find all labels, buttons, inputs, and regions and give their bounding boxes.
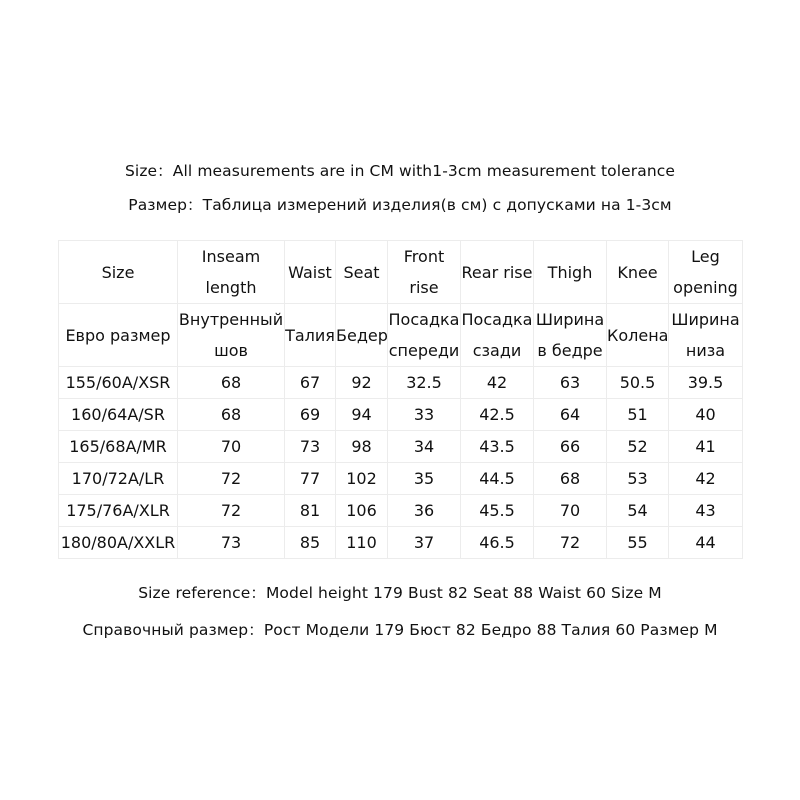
header-cell (534, 304, 607, 367)
measurement-cell: 40 (669, 399, 743, 431)
header-cell-text: Евро размер (65, 325, 171, 345)
measurement-cell: 43.5 (461, 431, 534, 463)
measurement-cell: 63 (534, 367, 607, 399)
measurement-cell: 46.5 (461, 527, 534, 559)
measurement-cell: 73 (178, 527, 285, 559)
header-cell (59, 241, 178, 304)
header-cell (388, 304, 461, 367)
measurement-cell: 32.5 (388, 367, 461, 399)
measurement-cell: 72 (178, 495, 285, 527)
measurement-cell: 69 (285, 399, 336, 431)
measurement-cell: 77 (285, 463, 336, 495)
header-cell-text: Front (403, 247, 445, 266)
header-row-ru (59, 304, 743, 367)
size-reference-en: Size reference：Model height 179 Bust 82 Seat 88 Waist 60 Size M (138, 584, 662, 602)
measurement-cell: 44.5 (461, 463, 534, 495)
header-cell (285, 241, 336, 304)
measurement-cell: 37 (388, 527, 461, 559)
measurement-cell: 36 (388, 495, 461, 527)
size-label-cell: 170/72A/LR (59, 463, 178, 495)
header-cell-text: Waist (288, 262, 332, 282)
header-cell (388, 241, 461, 304)
header-cell (178, 241, 285, 304)
header-cell (178, 304, 285, 367)
measurement-cell: 72 (534, 527, 607, 559)
measurement-cell: 81 (285, 495, 336, 527)
measurement-cell: 94 (336, 399, 388, 431)
table-row (59, 527, 743, 559)
header-cell-text: Thigh (547, 262, 593, 282)
measurement-cell: 85 (285, 527, 336, 559)
table-row (59, 495, 743, 527)
measurement-cell: 41 (669, 431, 743, 463)
measurement-cell: 42.5 (461, 399, 534, 431)
measurement-cell: 35 (388, 463, 461, 495)
header-cell-text: rise (409, 278, 439, 297)
measurement-cell: 50.5 (607, 367, 669, 399)
header-cell-text: length (205, 278, 257, 297)
header-cell (669, 241, 743, 304)
measurement-cell: 42 (461, 367, 534, 399)
header-cell-text: Талия (285, 325, 335, 345)
measurement-cell: 42 (669, 463, 743, 495)
measurement-cell: 43 (669, 495, 743, 527)
header-cell (534, 241, 607, 304)
measurement-cell: 44 (669, 527, 743, 559)
header-cell-text: Внутренный (178, 310, 284, 329)
size-label-cell: 160/64A/SR (59, 399, 178, 431)
header-cell-text: Seat (343, 262, 380, 282)
header-cell-text: Посадка (388, 310, 460, 329)
measurement-cell: 39.5 (669, 367, 743, 399)
header-cell-text: Knee (617, 262, 658, 282)
measurement-cell: 68 (178, 399, 285, 431)
measurement-cell: 102 (336, 463, 388, 495)
size-label-cell: 165/68A/MR (59, 431, 178, 463)
measurement-cell: 33 (388, 399, 461, 431)
header-cell (461, 241, 534, 304)
header-cell-text: Ширина (671, 310, 740, 329)
header-cell-text: Rear rise (461, 262, 533, 282)
table-row (59, 463, 743, 495)
header-cell (607, 241, 669, 304)
header-cell-text: Leg (691, 247, 720, 266)
size-chart-table (58, 240, 743, 559)
measurement-cell: 34 (388, 431, 461, 463)
measurement-cell: 68 (534, 463, 607, 495)
header-cell-text: Ширина (535, 310, 605, 329)
header-cell-text: в бедре (537, 341, 603, 360)
header-cell (59, 304, 178, 367)
header-cell (607, 304, 669, 367)
measurement-cell: 51 (607, 399, 669, 431)
measurement-cell: 98 (336, 431, 388, 463)
header-cell (336, 304, 388, 367)
header-cell-text: спереди (388, 341, 460, 360)
measurement-cell: 55 (607, 527, 669, 559)
measurement-cell: 67 (285, 367, 336, 399)
header-cell-text: низа (685, 341, 726, 360)
size-label-cell: 180/80A/XXLR (59, 527, 178, 559)
size-label-cell: 155/60A/XSR (59, 367, 178, 399)
measurement-cell: 52 (607, 431, 669, 463)
header-cell (336, 241, 388, 304)
measurement-cell: 53 (607, 463, 669, 495)
measurement-cell: 64 (534, 399, 607, 431)
measurement-cell: 92 (336, 367, 388, 399)
header-cell-text: шов (214, 341, 248, 360)
measurement-cell: 45.5 (461, 495, 534, 527)
size-note-ru: Размер：Таблица измерений изделия(в см) с допусками на 1-3см (128, 196, 672, 214)
header-cell (669, 304, 743, 367)
table-row (59, 367, 743, 399)
header-cell-text: Бедер (336, 325, 388, 345)
header-cell-text: Inseam (201, 247, 261, 266)
header-cell-text: сзади (472, 341, 522, 360)
measurement-cell: 106 (336, 495, 388, 527)
measurement-cell: 73 (285, 431, 336, 463)
measurement-cell: 66 (534, 431, 607, 463)
header-cell-text: opening (673, 278, 738, 297)
measurement-cell: 68 (178, 367, 285, 399)
header-cell (285, 304, 336, 367)
measurement-cell: 70 (534, 495, 607, 527)
header-cell-text: Посадка (461, 310, 533, 329)
table-row (59, 399, 743, 431)
header-cell-text: Колена (607, 325, 669, 345)
measurement-cell: 70 (178, 431, 285, 463)
header-cell-text: Size (101, 262, 135, 282)
header-row-en (59, 241, 743, 304)
table-row (59, 431, 743, 463)
size-label-cell: 175/76A/XLR (59, 495, 178, 527)
size-reference-ru: Справочный размер：Рост Модели 179 Бюст 82 Бедро 88 Талия 60 Размер M (82, 621, 718, 639)
measurement-cell: 110 (336, 527, 388, 559)
size-note-en: Size：All measurements are in CM with1-3cm measurement tolerance (124, 162, 676, 180)
header-cell (461, 304, 534, 367)
measurement-cell: 54 (607, 495, 669, 527)
measurement-cell: 72 (178, 463, 285, 495)
